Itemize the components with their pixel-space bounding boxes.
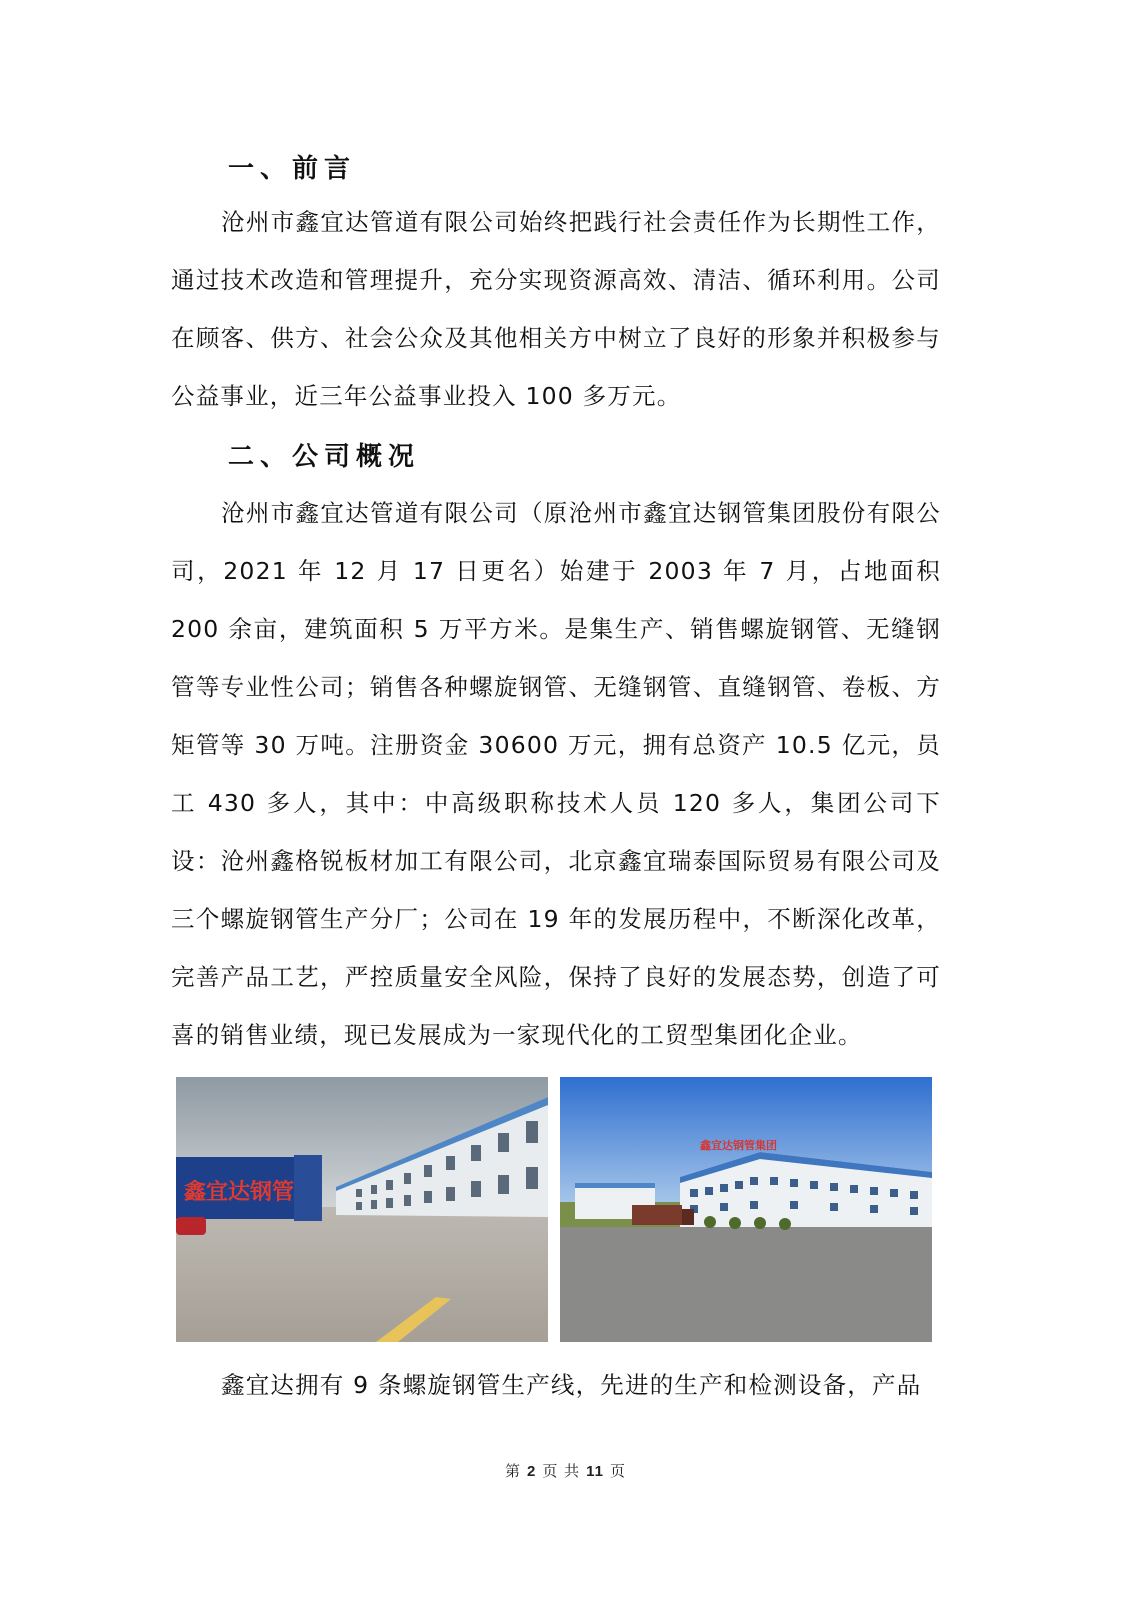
footer-suffix: 页	[609, 1462, 626, 1480]
roof-sign-text: 鑫宜达钢管集团	[700, 1139, 777, 1152]
section-2-heading: 二、公司概况	[228, 442, 421, 472]
page-footer	[0, 1460, 1131, 1481]
footer-middle: 页 共	[542, 1462, 581, 1480]
section-2-paragraph: 沧州市鑫宜达管道有限公司（原沧州市鑫宜达钢管集团股份有限公司，2021 年 12 月 17 日更名）始建于 2003 年 7 月，占地面积 200 余亩，建筑面积 5 万平方米。是集生产、销售螺旋钢管、无缝钢管等专业性公司；销售各种螺旋钢管、无缝钢管、直缝钢管、卷板、方矩管等 30 万吨。注册资金 30600 万元，拥有总资产 10.5 亿元，员工 430 多人，其中：中高级职称技术人员 120 多人，集团公司下设：沧州鑫格锐板材加工有限公司，北京鑫宜瑞泰国际贸易有限公司及三个螺旋钢管生产分厂；公司在 19 年的发展历程中，不断深化改革，完善产品工艺，严控质量安全风险，保持了良好的发展态势，创造了可喜的销售业绩，现已发展成为一家现代化的工贸型集团化企业。	[171, 499, 941, 1049]
footer-page-number: 2	[527, 1463, 537, 1480]
footer-total-pages: 11	[586, 1463, 604, 1480]
billboard-text: 鑫宜达钢管	[184, 1180, 295, 1205]
footer-prefix: 第	[504, 1462, 521, 1480]
section-1-heading: 一、前言	[228, 154, 357, 184]
section-2-paragraph-continued: 鑫宜达拥有 9 条螺旋钢管生产线，先进的生产和检测设备，产品	[221, 1371, 922, 1399]
section-1-paragraph: 沧州市鑫宜达管道有限公司始终把践行社会责任作为长期性工作，通过技术改造和管理提升，充分实现资源高效、清洁、循环利用。公司在顾客、供方、社会公众及其他相关方中树立了良好的形象并积极参与公益事业，近三年公益事业投入 100 多万元。	[171, 208, 941, 410]
factory-photo-left	[176, 1077, 548, 1342]
factory-photo-right	[560, 1077, 932, 1342]
